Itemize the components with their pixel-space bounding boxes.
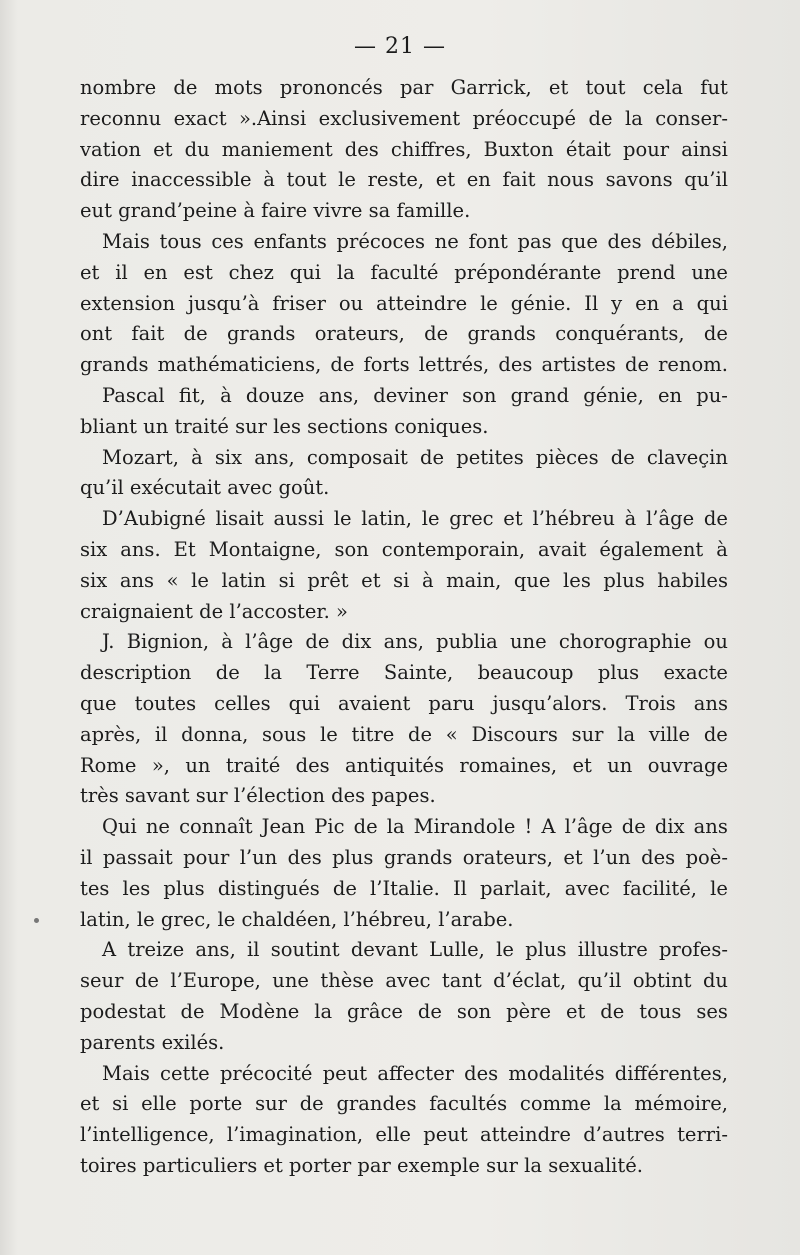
text-line: podestat de Modène la grâce de son père et de tous ses: [80, 999, 728, 1023]
text-line: J. Bignion, à l’âge de dix ans, publia une chorographie ou: [102, 630, 728, 654]
text-line: qu’il exécutait avec goût.: [80, 476, 330, 500]
text-line: parents exilés.: [80, 1030, 225, 1054]
page-number: — 21 —: [354, 34, 446, 59]
text-line: craignaient de l’accoster. »: [80, 599, 348, 623]
text-line: Rome », un traité des antiquités romaines, et un ouvrage: [80, 753, 728, 777]
text-line: nombre de mots prononcés par Garrick, et tout cela fut: [80, 76, 728, 99]
text-line: D’Aubigné lisait aussi le latin, le grec et l’hébreu à l’âge de: [102, 507, 728, 531]
text-line: et il en est chez qui la faculté prépondérante prend une: [80, 260, 728, 284]
text-line: eut grand’peine à faire vivre sa famille.: [80, 199, 471, 223]
text-line: Qui ne connaît Jean Pic de la Mirandole ! A l’âge de dix ans: [102, 815, 728, 839]
text-line: il passait pour l’un des plus grands orateurs, et l’un des poè-: [80, 845, 728, 869]
text-line: Pascal fit, à douze ans, deviner son grand génie, en pu-: [102, 383, 728, 407]
text-line: après, il donna, sous le titre de « Discours sur la ville de: [80, 722, 728, 746]
text-line: vation et du maniement des chiffres, Buxton était pour ainsi: [80, 137, 728, 161]
text-line: latin, le grec, le chaldéen, l’hébreu, l’arabe.: [80, 907, 514, 931]
text-line: et si elle porte sur de grandes facultés comme la mémoire,: [80, 1092, 728, 1116]
text-line: que toutes celles qui avaient paru jusqu’alors. Trois ans: [80, 691, 728, 715]
text-line: dire inaccessible à tout le reste, et en fait nous savons qu’il: [80, 168, 728, 192]
text-line: toires particuliers et porter par exemple sur la sexualité.: [80, 1153, 643, 1177]
text-line: six ans « le latin si prêt et si à main, que les plus habiles: [80, 568, 728, 592]
text-line: très savant sur l’élection des papes.: [80, 784, 436, 808]
margin-ink-spot: [34, 918, 39, 923]
text-line: grands mathématiciens, de forts lettrés, des artistes de renom.: [80, 353, 728, 377]
text-line: seur de l’Europe, une thèse avec tant d’éclat, qu’il obtint du: [80, 969, 728, 993]
text-line: bliant un traité sur les sections coniques.: [80, 414, 489, 438]
text-line: A treize ans, il soutint devant Lulle, le plus illustre profes-: [102, 938, 728, 962]
text-line: extension jusqu’à friser ou atteindre le génie. Il y en a qui: [80, 291, 728, 315]
body-text: [80, 73, 728, 1182]
text-line: Mais cette précocité peut affecter des modalités différentes,: [102, 1061, 728, 1085]
text-line: tes les plus distingués de l’Italie. Il parlait, avec facilité, le: [80, 876, 728, 900]
text-line: reconnu exact ».Ainsi exclusivement préoccupé de la conser-: [80, 106, 728, 130]
text-line: ont fait de grands orateurs, de grands conquérants, de: [80, 322, 728, 346]
text-line: six ans. Et Montaigne, son contemporain, avait également à: [80, 537, 728, 561]
text-line: Mais tous ces enfants précoces ne font pas que des débiles,: [102, 229, 728, 253]
text-line: l’intelligence, l’imagination, elle peut atteindre d’autres terri-: [80, 1123, 728, 1147]
text-line: description de la Terre Sainte, beaucoup plus exacte: [80, 661, 728, 685]
text-line: Mozart, à six ans, composait de petites pièces de claveçin: [102, 445, 728, 469]
